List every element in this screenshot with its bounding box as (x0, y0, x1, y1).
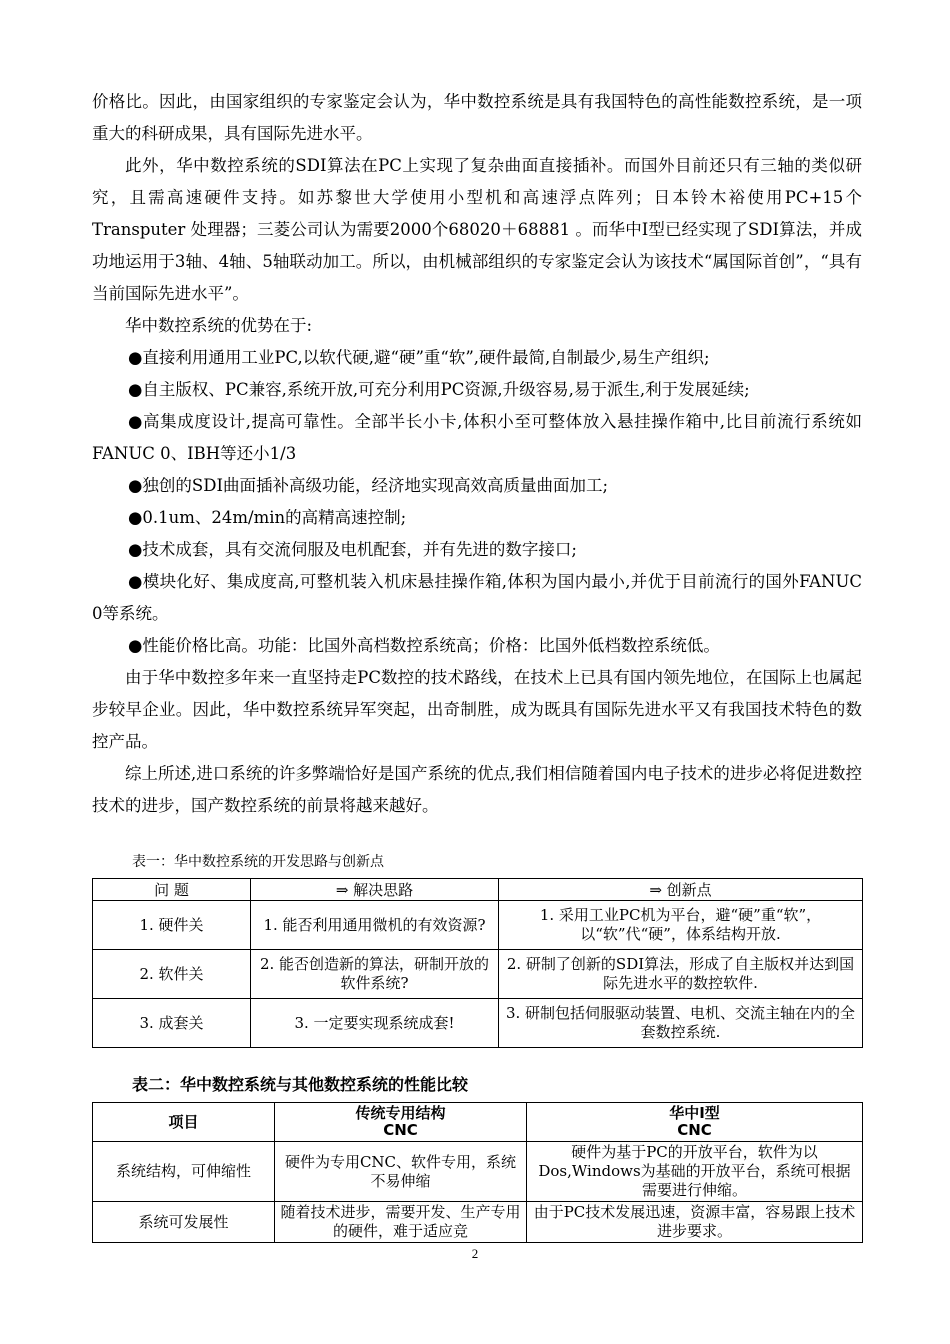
bullet-item: ●0.1um、24m/min的高精高速控制; (128, 508, 407, 527)
table2 (92, 1102, 863, 1243)
bullet-icon: ● (128, 348, 143, 367)
bullet-item: ●高集成度设计,提高可靠性。全部半长小卡,体积小至可整体放入悬挂操作箱中,比目前流行系统如FANUC 0、IBH等还小1/3 (92, 412, 862, 463)
paragraph-5: 综上所述,进口系统的许多弊端恰好是国产系统的优点,我们相信随着国内电子技术的进步必将促进数控技术的进步，国产数控系统的前景将越来越好。 (92, 764, 862, 815)
table1-header-cell: ⇒ 创新点 (499, 879, 863, 901)
table-row (93, 999, 863, 1048)
page-content (92, 86, 862, 1243)
bullet-item: ●自主版权、PC兼容,系统开放,可充分利用PC资源,升级容易,易于派生,利于发展延续; (128, 380, 750, 399)
table2-header-cell: 传统专用结构 CNC (275, 1103, 527, 1142)
table1-header-cell: ⇒ 解决思路 (251, 879, 499, 901)
paragraph-1: 价格比。因此，由国家组织的专家鉴定会认为，华中数控系统是具有我国特色的高性能数控系统，是一项重大的科研成果，具有国际先进水平。 (92, 92, 862, 143)
bullet-icon: ● (128, 636, 143, 655)
table-cell: 3. 一定要实现系统成套! (251, 999, 499, 1048)
table-cell: 系统可发展性 (93, 1202, 275, 1243)
paragraph-2: 此外，华中数控系统的SDI算法在PC上实现了复杂曲面直接插补。而国外目前还只有三轴的类似研究，且需高速硬件支持。如苏黎世大学使用小型机和高速浮点阵列；日本铃木裕使用PC+15个Transputer 处理器；三菱公司认为需要2000个68020＋68881 。而华中Ⅰ型已经实现了SDI算法，并成功地运用于3轴、4轴、5轴联动加工。所以，由机械部组织的专家鉴定会认为该技术“属国际首创”，“具有当前国际先进水平”。 (92, 156, 862, 303)
table-cell: 随着技术进步，需要开发、生产专用的硬件，难于适应竞 (275, 1202, 527, 1243)
table-row (93, 1142, 863, 1202)
bullet-item: ●性能价格比高。功能：比国外高档数控系统高；价格：比国外低档数控系统低。 (128, 636, 720, 655)
table-cell: 3. 研制包括伺服驱动装置、电机、交流主轴在内的全套数控系统. (499, 999, 863, 1048)
table2-header-row (93, 1103, 863, 1142)
page-number: 2 (471, 1246, 479, 1261)
paragraph-3: 华中数控系统的优势在于: (125, 316, 313, 335)
paragraph-4: 由于华中数控多年来一直坚持走PC数控的技术路线，在技术上已具有国内领先地位，在国际上也属起步较早企业。因此，华中数控系统异军突起，出奇制胜，成为既具有国际先进水平又有我国技术特色的数控产品。 (92, 668, 862, 751)
table-cell: 硬件为专用CNC、软件专用，系统不易伸缩 (275, 1142, 527, 1202)
table-row (93, 901, 863, 950)
table-cell: 2. 软件关 (93, 950, 251, 999)
bullet-icon: ● (128, 540, 143, 559)
table1-header-cell: 问 题 (93, 879, 251, 901)
table1-caption: 表一：华中数控系统的开发思路与创新点 (132, 854, 384, 870)
bullet-icon: ● (128, 508, 143, 527)
bullet-icon: ● (128, 572, 143, 591)
table-cell: 由于PC技术发展迅速，资源丰富，容易跟上技术进步要求。 (527, 1202, 863, 1243)
table-cell: 2. 能否创造新的算法，研制开放的软件系统? (251, 950, 499, 999)
table-cell: 1. 能否利用通用微机的有效资源? (251, 901, 499, 950)
table-cell: 1. 采用工业PC机为平台，避“硬”重“软”，以“软”代“硬”，体系结构开放. (499, 901, 863, 950)
bullet-item: ●技术成套，具有交流伺服及电机配套，并有先进的数字接口; (128, 540, 577, 559)
bullet-item: ●独创的SDI曲面插补高级功能，经济地实现高效高质量曲面加工; (128, 476, 609, 495)
table-row (93, 950, 863, 999)
bullet-icon: ● (128, 380, 143, 399)
table2-header-cell: 项目 (93, 1103, 275, 1142)
bullet-item: ●直接利用通用工业PC,以软代硬,避“硬”重“软”,硬件最简,自制最少,易生产组织; (128, 348, 710, 367)
table-row (93, 1202, 863, 1243)
table1 (92, 878, 863, 1048)
table-cell: 2. 研制了创新的SDI算法，形成了自主版权并达到国际先进水平的数控软件. (499, 950, 863, 999)
table-cell: 硬件为基于PC的开放平台，软件为以Dos,Windows为基础的开放平台，系统可根据需要进行伸缩。 (527, 1142, 863, 1202)
table2-caption: 表二：华中数控系统与其他数控系统的性能比较 (132, 1075, 469, 1094)
bullet-icon: ● (128, 476, 143, 495)
table1-header-row (93, 879, 863, 901)
bullet-item: ●模块化好、集成度高,可整机装入机床悬挂操作箱,体积为国内最小,并优于目前流行的国外FANUC 0等系统。 (92, 572, 862, 623)
table-cell: 系统结构，可伸缩性 (93, 1142, 275, 1202)
table2-header-cell: 华中Ⅰ型 CNC (527, 1103, 863, 1142)
table-cell: 3. 成套关 (93, 999, 251, 1048)
table-cell: 1. 硬件关 (93, 901, 251, 950)
bullet-icon: ● (128, 412, 144, 431)
